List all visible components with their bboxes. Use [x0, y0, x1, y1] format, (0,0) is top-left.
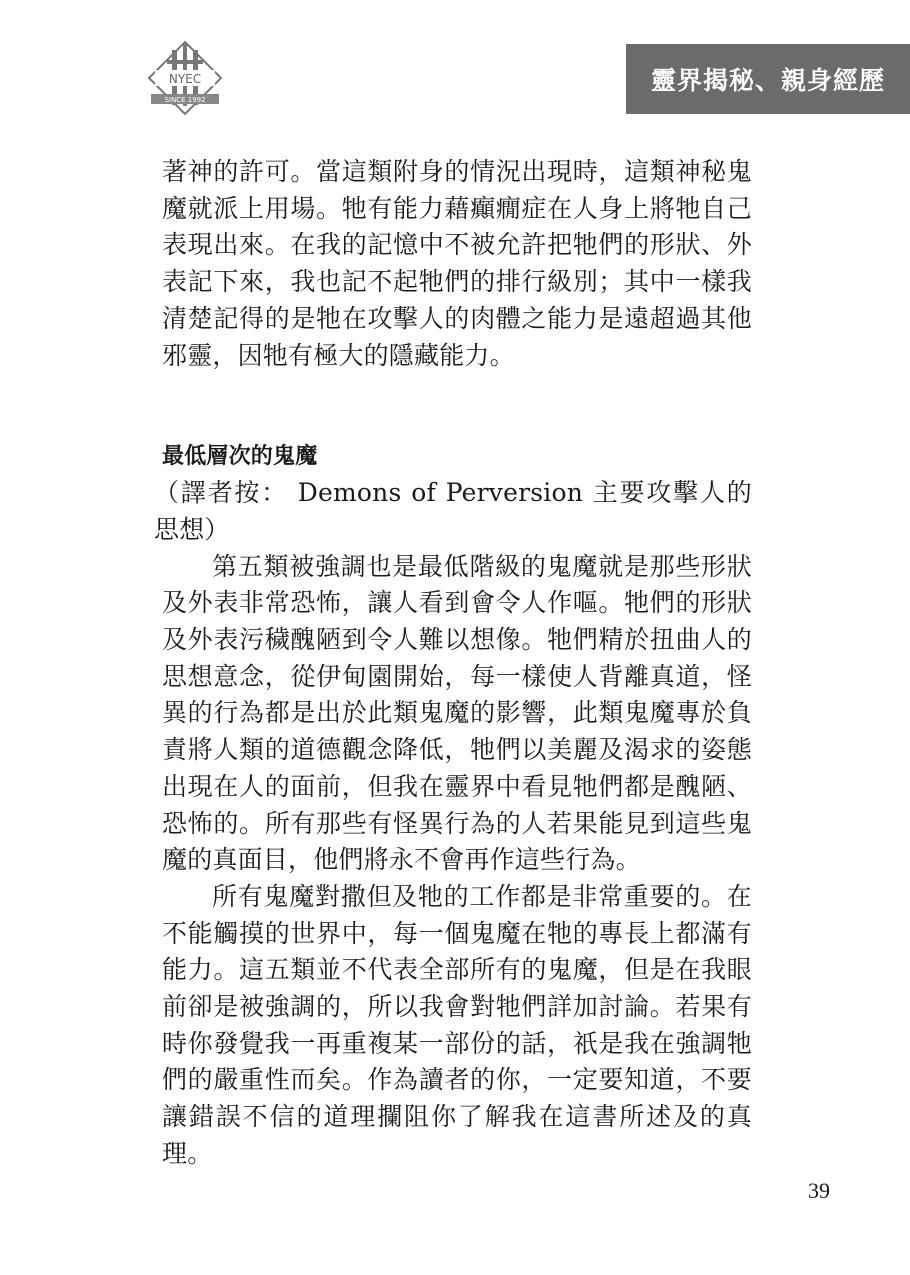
chapter-header — [626, 44, 910, 114]
translator-note: （譯者按： Demons of Perversion 主要攻擊人的思想） — [154, 478, 752, 544]
page-content — [154, 154, 752, 1173]
paragraph: 第五類被強調也是最低階級的鬼魔就是那些形狀及外表非常恐怖，讓人看到會令人作嘔。牠們的形狀及外表污穢醜陋到令人難以想像。牠們精於扭曲人的思想意念，從伊甸園開始，每一樣使人背離真道，怪異的行為都是出於此類鬼魔的影響，此類鬼魔專於負責將人類的道德觀念降低，牠們以美麗及渴求的姿態出現在人的面前，但我在靈界中看見牠們都是醜陋、恐怖的。所有那些有怪異行為的人若果能見到這些鬼魔的真面目，他們將永不會再作這些行為。 — [162, 551, 752, 875]
section-heading: 最低層次的鬼魔 — [162, 444, 318, 470]
chapter-title: 靈界揭秘、親身經歷 — [650, 66, 885, 95]
logo-text: NYEC — [168, 72, 202, 86]
publisher-logo — [145, 40, 225, 120]
paragraph: 著神的許可。當這類附身的情況出現時，這類神秘鬼魔就派上用場。牠有能力藉癲癇症在人身上將牠自己表現出來。在我的記憶中不被允許把牠們的形狀、外表記下來，我也記不起牠們的排行級別；其中一樣我清楚記得的是牠在攻擊人的肉體之能力是遠超過其他邪靈，因牠有極大的隱藏能力。 — [162, 157, 752, 370]
paragraph: 所有鬼魔對撒但及牠的工作都是非常重要的。在不能觸摸的世界中，每一個鬼魔在牠的專長上都滿有能力。這五類並不代表全部所有的鬼魔，但是在我眼前卻是被強調的，所以我會對牠們詳加討論。若果有時你發覺我一再重複某一部份的話，祇是我在強調牠們的嚴重性而矣。作為讀者的你，一定要知道，不要讓錯誤不信的道理攔阻你了解我在這書所述及的真理。 — [162, 881, 752, 1168]
page-number: 39 — [808, 1178, 830, 1203]
logo-subtext: SINCE 1992 — [164, 96, 206, 104]
